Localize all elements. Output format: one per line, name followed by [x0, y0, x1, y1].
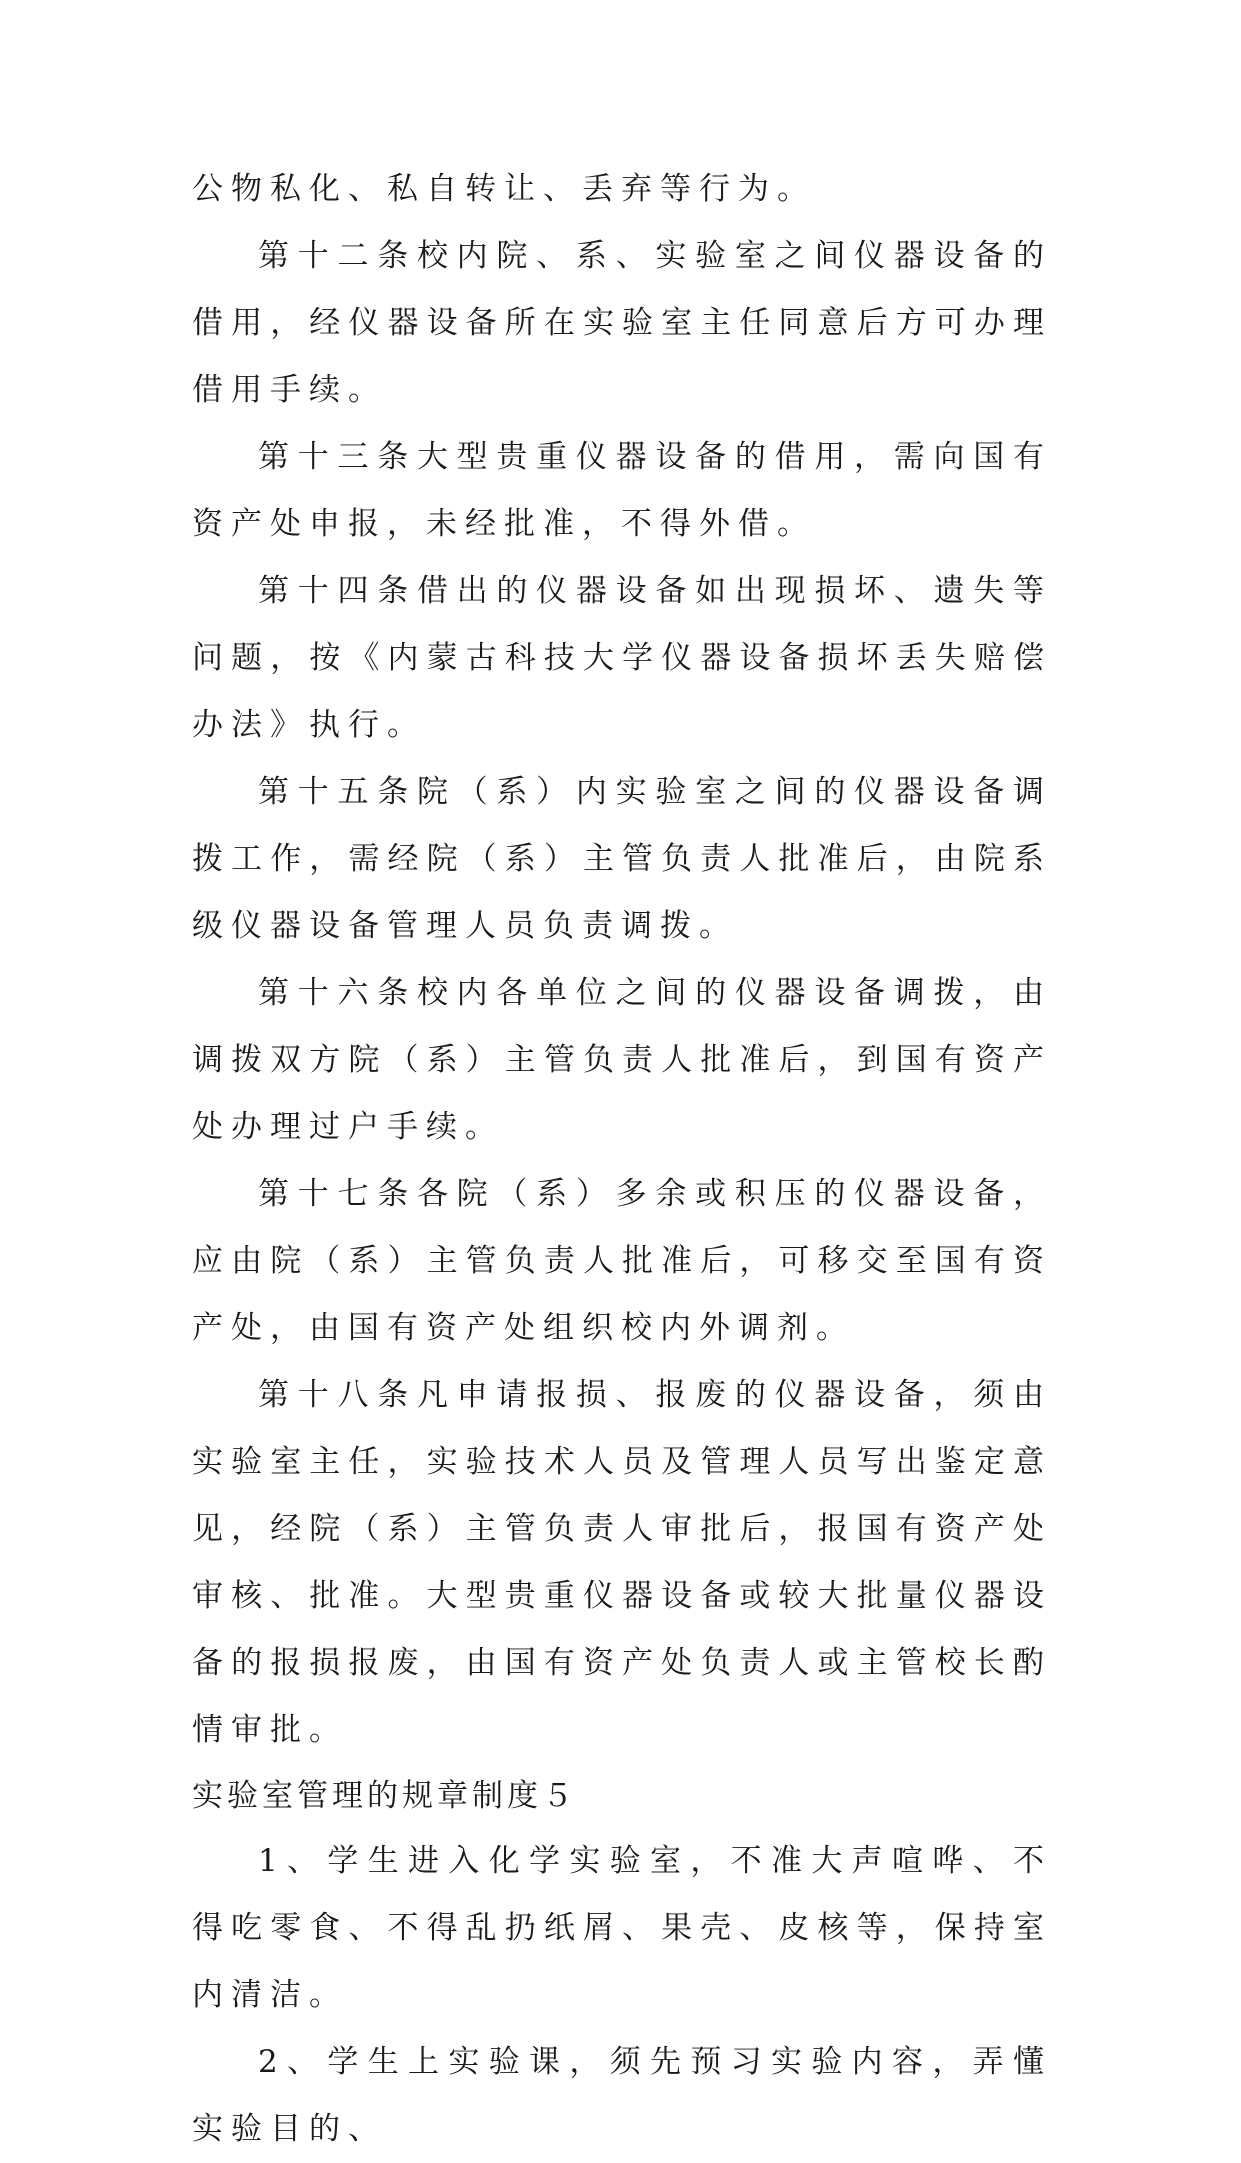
paragraph-article-14: 第十四条借出的仪器设备如出现损坏、遗失等问题，按《内蒙古科技大学仪器设备损坏丢失赔偿办法》执行。: [192, 573, 1052, 743]
paragraph-rule-1: 1、学生进入化学实验室，不准大声喧哗、不得吃零食、不得乱扔纸屑、果壳、皮核等，保持室内清洁。: [192, 1843, 1052, 2013]
paragraph-continuation: 公物私化、私自转让、丢弃等行为。: [192, 171, 816, 207]
paragraph-article-16: 第十六条校内各单位之间的仪器设备调拨，由调拨双方院（系）主管负责人批准后，到国有资产处办理过户手续。: [192, 975, 1052, 1145]
document-body: [192, 156, 1052, 2163]
paragraph-rule-2: 2、学生上实验课，须先预习实验内容，弄懂实验目的、: [192, 2044, 1052, 2147]
paragraph-article-17: 第十七条各院（系）多余或积压的仪器设备，应由院（系）主管负责人批准后，可移交至国有资产处，由国有资产处组织校内外调剂。: [192, 1176, 1052, 1346]
paragraph-article-15: 第十五条院（系）内实验室之间的仪器设备调拨工作，需经院（系）主管负责人批准后，由院系级仪器设备管理人员负责调拨。: [192, 774, 1052, 944]
section-heading: 实验室管理的规章制度５: [192, 1778, 577, 1814]
paragraph-article-12: 第十二条校内院、系、实验室之间仪器设备的借用，经仪器设备所在实验室主任同意后方可办理借用手续。: [192, 238, 1052, 408]
paragraph-article-13: 第十三条大型贵重仪器设备的借用，需向国有资产处申报，未经批准，不得外借。: [192, 439, 1052, 542]
paragraph-article-18: 第十八条凡申请报损、报废的仪器设备，须由实验室主任，实验技术人员及管理人员写出鉴定意见，经院（系）主管负责人审批后，报国有资产处审核、批准。大型贵重仪器设备或较大批量仪器设备的报损报废，由国有资产处负责人或主管校长酌情审批。: [192, 1377, 1052, 1748]
